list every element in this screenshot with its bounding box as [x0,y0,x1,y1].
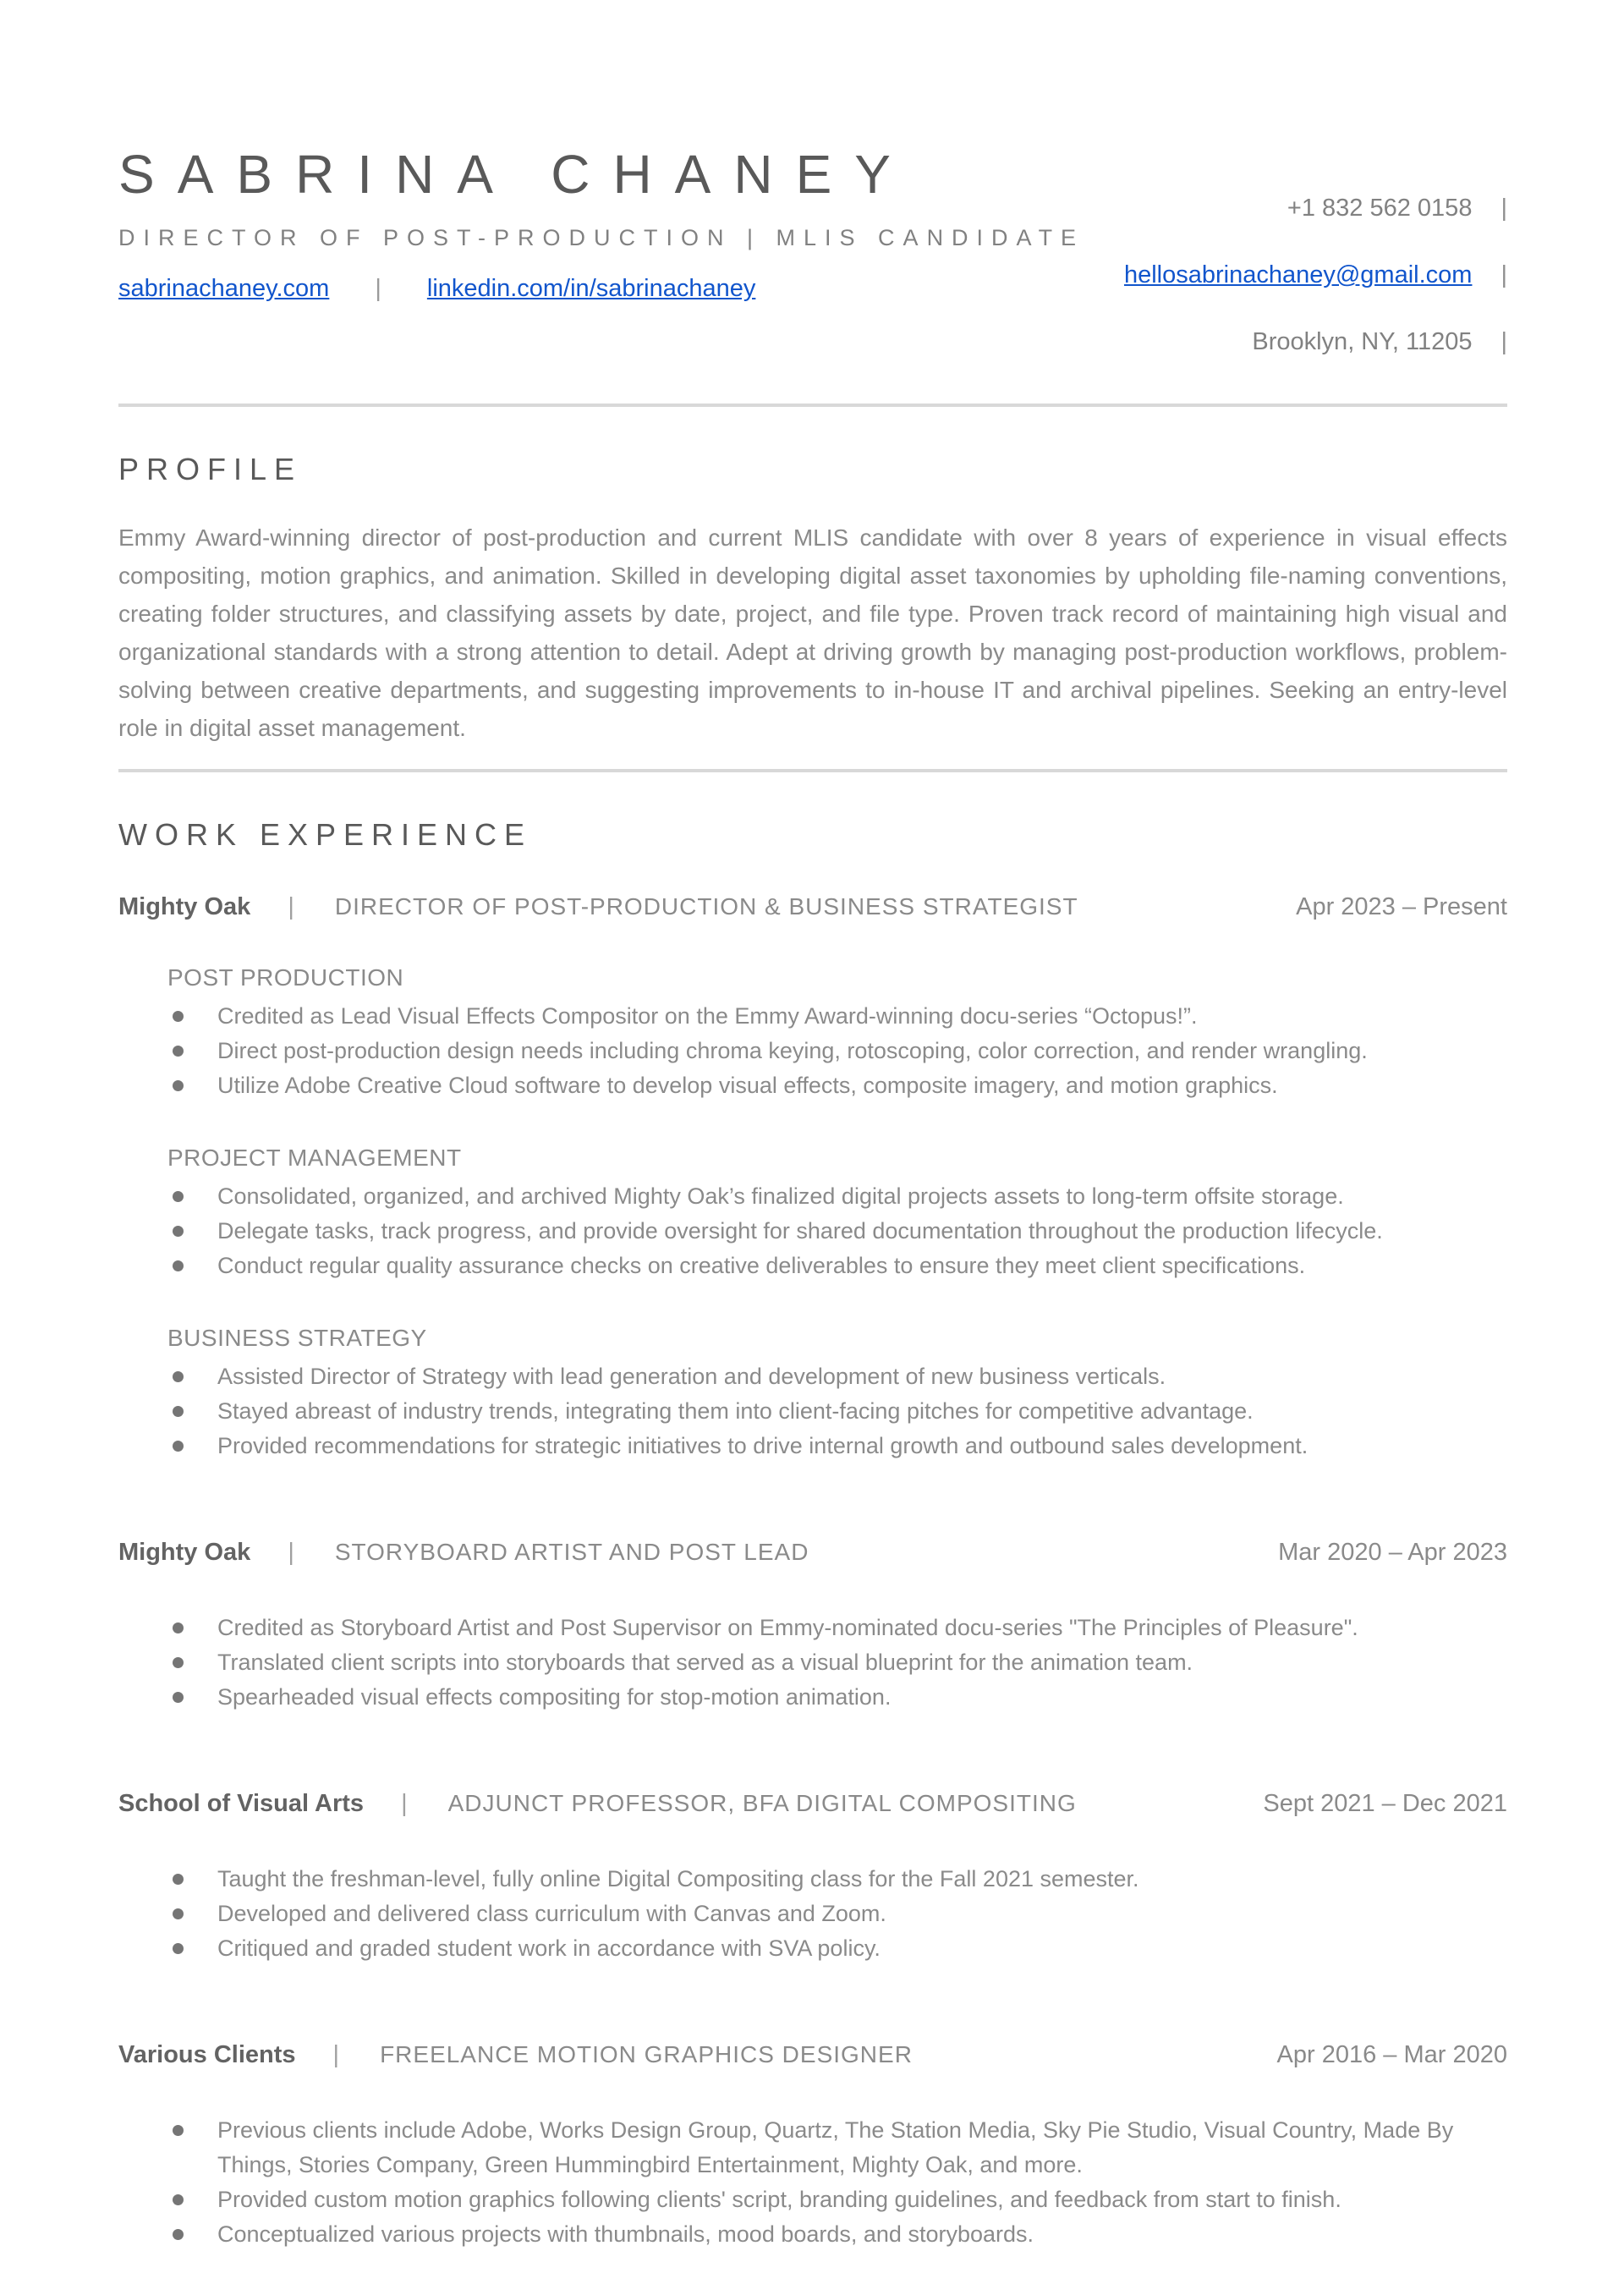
job-title: STORYBOARD ARTIST AND POST LEAD [334,1539,809,1565]
email-separator: | [1501,261,1507,288]
links-separator: | [375,275,381,302]
profile-paragraph: Emmy Award-winning director of post-production and current MLIS candidate with over 8 years of experience in visual effects compositing, motion graphics, and animation. Skilled in developing digital asset taxonomies by upholding file-naming conventions, creating folder structures, and classifying assets by date, project, and file type. Proven track record of maintaining high visual and organizational standards with a strong attention to detail. Adept at driving growth by managing post-production workflows, problem-solving between creative departments, and suggesting improvements to in-house IT and archival pipelines. Seeking an entry-level role in digital asset management. [118,524,1507,741]
job-header [118,1536,1507,1568]
company-name: School of Visual Arts [118,1790,365,1817]
work-experience-heading: WORK EXPERIENCE [118,817,533,852]
bullet-item: Provided recommendations for strategic initiatives to drive internal growth and outbound sales development. [118,1429,1507,1463]
bullet-list [118,1862,1507,1966]
bullet-list [118,999,1507,1103]
job-header [118,1787,1507,1820]
job-separator: | [288,1539,294,1566]
company-name: Mighty Oak [118,893,251,920]
location-text: Brooklyn, NY, 11205 [1252,328,1473,355]
contact-email-row [1124,261,1507,289]
bullet-item: Assisted Director of Strategy with lead generation and development of new business verticals. [118,1359,1507,1394]
website-link[interactable]: sabrinachaney.com [118,275,330,302]
bullet-list [118,1359,1507,1463]
group-label: POST PRODUCTION [167,964,404,991]
bullet-item: Utilize Adobe Creative Cloud software to develop visual effects, composite imagery, and motion graphics. [118,1068,1507,1103]
company-name: Various Clients [118,2041,296,2068]
bullet-item: Spearheaded visual effects compositing for stop-motion animation. [118,1680,1507,1715]
job-dates: Mar 2020 – Apr 2023 [1278,1539,1507,1566]
job-group [118,962,1507,1103]
group-label: BUSINESS STRATEGY [167,1325,427,1351]
bullet-item: Consolidated, organized, and archived Mighty Oak’s finalized digital projects assets to long-term offsite storage. [118,1179,1507,1214]
profile-divider [118,769,1507,772]
bullet-item: Stayed abreast of industry trends, integrating them into client-facing pitches for competitive advantage. [118,1394,1507,1429]
job-entry [118,1787,1507,1966]
bullet-list [118,2113,1507,2252]
bullet-item: Provided custom motion graphics following clients' script, branding guidelines, and feedback from start to finish. [118,2182,1507,2217]
job-dates: Apr 2023 – Present [1296,893,1507,920]
work-experience-section [118,816,1507,2252]
header [118,142,1507,395]
bullet-item: Taught the freshman-level, fully online Digital Compositing class for the Fall 2021 semester. [118,1862,1507,1897]
job-separator: | [332,2041,340,2068]
job-entry [118,1536,1507,1715]
job-header [118,2039,1507,2071]
phone-number: +1 832 562 0158 [1287,195,1473,222]
linkedin-link[interactable]: linkedin.com/in/sabrinachaney [426,275,756,302]
bullet-item: Direct post-production design needs including chroma keying, rotoscoping, color correction, and render wrangling. [118,1034,1507,1068]
bullet-list [118,1179,1507,1283]
job-title: DIRECTOR OF POST-PRODUCTION & BUSINESS STRATEGIST [334,893,1078,920]
job-entry [118,2039,1507,2252]
job-separator: | [288,893,294,920]
job-title: ADJUNCT PROFESSOR, BFA DIGITAL COMPOSITING [447,1790,1077,1816]
company-name: Mighty Oak [118,1539,251,1566]
job-header [118,891,1507,923]
subtitle: DIRECTOR OF POST-PRODUCTION | MLIS CANDIDATE [118,225,1085,250]
location-separator: | [1501,328,1507,355]
contact-phone-row [1124,195,1507,222]
bullet-list [118,1611,1507,1715]
profile-section [118,451,1507,772]
bullet-item: Translated client scripts into storyboards that served as a visual blueprint for the animation team. [118,1645,1507,1680]
header-divider [118,404,1507,407]
job-dates: Sept 2021 – Dec 2021 [1263,1790,1507,1817]
page-title: SABRINA CHANEY [118,144,914,205]
job-entry [118,891,1507,1463]
job-dates: Apr 2016 – Mar 2020 [1276,2041,1507,2068]
job-group [118,1142,1507,1283]
job-title: FREELANCE MOTION GRAPHICS DESIGNER [380,2041,913,2067]
bullet-item: Delegate tasks, track progress, and provide oversight for shared documentation throughout the production lifecycle. [118,1214,1507,1249]
bullet-item: Credited as Lead Visual Effects Compositor on the Emmy Award-winning docu-series “Octopus!”. [118,999,1507,1034]
group-label: PROJECT MANAGEMENT [167,1145,462,1171]
bullet-item: Credited as Storyboard Artist and Post Supervisor on Emmy-nominated docu-series "The Principles of Pleasure". [118,1611,1507,1645]
header-left [118,142,1084,395]
bullet-item: Critiqued and graded student work in accordance with SVA policy. [118,1931,1507,1966]
job-separator: | [401,1790,408,1817]
bullet-item: Previous clients include Adobe, Works Design Group, Quartz, The Station Media, Sky Pie Studio, Visual Country, Made By Things, Stories Company, Green Hummingbird Entertainment, Mighty Oak, and more. [118,2113,1507,2182]
phone-separator: | [1501,195,1507,222]
profile-heading: PROFILE [118,452,303,486]
job-group [118,1322,1507,1463]
bullet-item: Conduct regular quality assurance checks on creative deliverables to ensure they meet client specifications. [118,1249,1507,1283]
links-row [118,275,1084,303]
contact-block [1124,142,1507,395]
email-link[interactable]: hellosabrinachaney@gmail.com [1123,261,1473,288]
bullet-item: Conceptualized various projects with thumbnails, mood boards, and storyboards. [118,2217,1507,2252]
bullet-item: Developed and delivered class curriculum with Canvas and Zoom. [118,1897,1507,1931]
contact-location-row [1124,328,1507,356]
